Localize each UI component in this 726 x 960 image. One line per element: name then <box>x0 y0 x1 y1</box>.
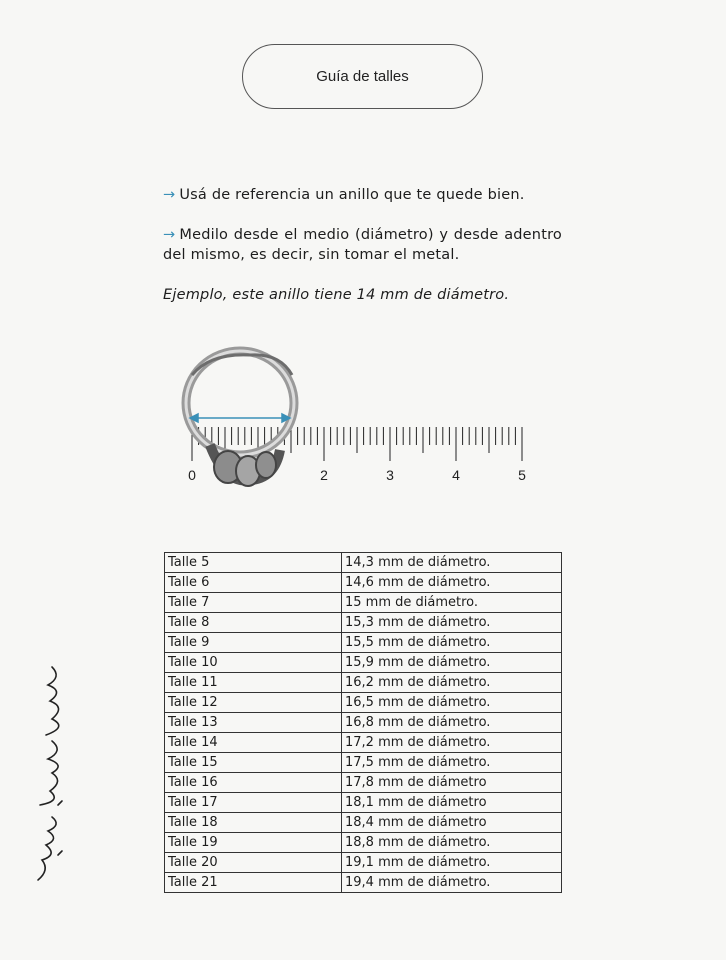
instruction-2-text: Medilo desde el medio (diámetro) y desde adentro del mismo, es decir, sin tomar el metal. <box>163 227 562 263</box>
instruction-1-text: Usá de referencia un anillo que te quede bien. <box>179 187 525 203</box>
ruler-label: 2 <box>320 467 328 483</box>
diameter-cell: 18,4 mm de diámetro <box>342 813 562 833</box>
size-label-cell: Talle 7 <box>165 593 342 613</box>
diameter-cell: 16,5 mm de diámetro. <box>342 693 562 713</box>
ruler-label: 5 <box>518 467 526 483</box>
size-label-cell: Talle 8 <box>165 613 342 633</box>
size-label-cell: Talle 14 <box>165 733 342 753</box>
diameter-cell: 15 mm de diámetro. <box>342 593 562 613</box>
table-row <box>165 673 562 693</box>
diameter-cell: 14,6 mm de diámetro. <box>342 573 562 593</box>
table-row <box>165 773 562 793</box>
table-row <box>165 613 562 633</box>
signature-logo <box>28 655 72 890</box>
size-label-cell: Talle 21 <box>165 873 342 893</box>
diameter-arrow <box>190 414 290 422</box>
size-label-cell: Talle 12 <box>165 693 342 713</box>
ring-ruler-illustration <box>170 345 540 495</box>
instruction-2 <box>163 225 562 265</box>
size-label-cell: Talle 6 <box>165 573 342 593</box>
diameter-cell: 14,3 mm de diámetro. <box>342 553 562 573</box>
table-row <box>165 753 562 773</box>
ruler-label: 0 <box>188 467 196 483</box>
diameter-cell: 19,4 mm de diámetro. <box>342 873 562 893</box>
size-label-cell: Talle 20 <box>165 853 342 873</box>
size-table <box>164 552 562 893</box>
size-label-cell: Talle 19 <box>165 833 342 853</box>
table-row <box>165 733 562 753</box>
diameter-cell: 16,8 mm de diámetro. <box>342 713 562 733</box>
diameter-cell: 19,1 mm de diámetro. <box>342 853 562 873</box>
arrow-right-icon: → <box>163 187 176 203</box>
diameter-cell: 15,9 mm de diámetro. <box>342 653 562 673</box>
table-row <box>165 853 562 873</box>
size-label-cell: Talle 13 <box>165 713 342 733</box>
size-label-cell: Talle 18 <box>165 813 342 833</box>
example-text: Ejemplo, este anillo tiene 14 mm de diámetro. <box>163 287 510 303</box>
table-row <box>165 713 562 733</box>
diameter-cell: 17,5 mm de diámetro. <box>342 753 562 773</box>
table-row <box>165 573 562 593</box>
table-row <box>165 693 562 713</box>
table-row <box>165 653 562 673</box>
table-row <box>165 633 562 653</box>
table-row <box>165 833 562 853</box>
diameter-cell: 16,2 mm de diámetro. <box>342 673 562 693</box>
table-row <box>165 873 562 893</box>
ruler-label: 3 <box>386 467 394 483</box>
diameter-cell: 18,8 mm de diámetro. <box>342 833 562 853</box>
diameter-cell: 18,1 mm de diámetro <box>342 793 562 813</box>
arrow-right-icon: → <box>163 227 176 243</box>
size-label-cell: Talle 10 <box>165 653 342 673</box>
size-label-cell: Talle 9 <box>165 633 342 653</box>
diameter-cell: 15,3 mm de diámetro. <box>342 613 562 633</box>
instruction-1 <box>163 185 562 205</box>
size-label-cell: Talle 15 <box>165 753 342 773</box>
diameter-cell: 15,5 mm de diámetro. <box>342 633 562 653</box>
size-label-cell: Talle 16 <box>165 773 342 793</box>
ruler-label: 4 <box>452 467 460 483</box>
table-row <box>165 593 562 613</box>
size-label-cell: Talle 5 <box>165 553 342 573</box>
size-label-cell: Talle 11 <box>165 673 342 693</box>
size-label-cell: Talle 17 <box>165 793 342 813</box>
table-row <box>165 793 562 813</box>
table-row <box>165 553 562 573</box>
diameter-cell: 17,2 mm de diámetro. <box>342 733 562 753</box>
table-row <box>165 813 562 833</box>
diameter-cell: 17,8 mm de diámetro <box>342 773 562 793</box>
page-title: Guía de talles <box>242 44 483 109</box>
